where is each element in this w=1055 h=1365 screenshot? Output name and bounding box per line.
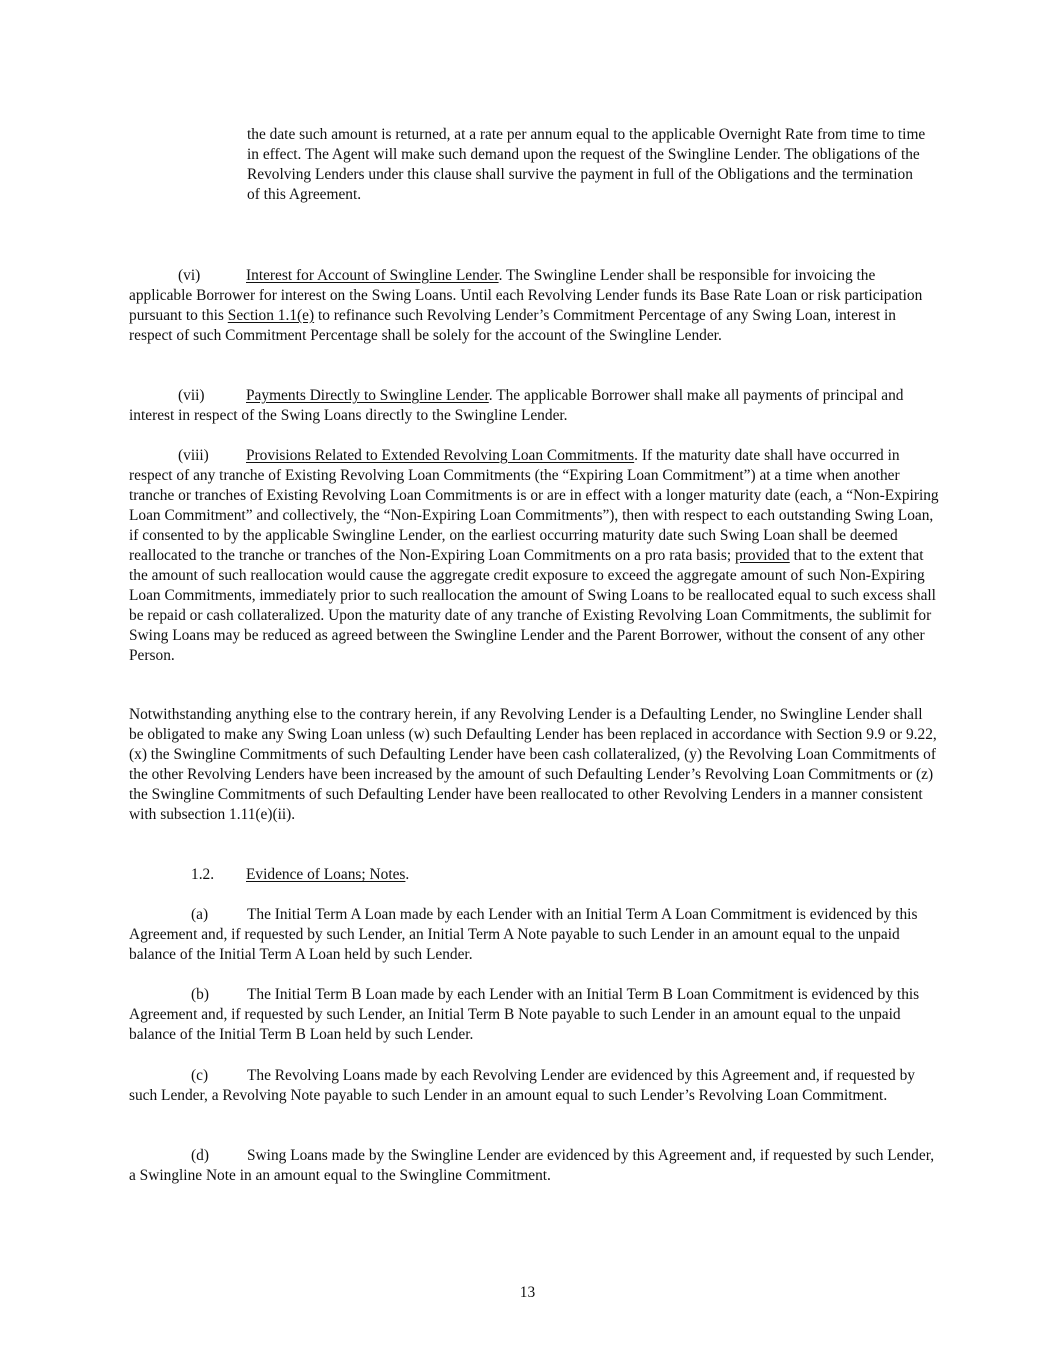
paragraph-vii xyxy=(129,386,939,426)
provided-term: provided xyxy=(735,547,790,564)
paragraph-b xyxy=(129,985,939,1045)
section-number: 1.2. xyxy=(191,866,215,883)
clause-heading: Provisions Related to Extended Revolving Loan Commitments xyxy=(246,447,635,464)
clause-number: (a) xyxy=(191,906,209,923)
clause-text: . If the maturity date shall have occurred in respect of any tranche of Existing Revolving Loan Commitments (the “Expiring Loan Commitment”) at a time when another tranche or tranches of Existing Revolving Loan Commitments is or are in effect with a longer maturity date (each, a “Non-Expiring Loan Commitment” and collectively, the “Non-Expiring Loan Commitments”), then with respect to each outstanding Swing Loan, if consented to by the applicable Swingline Lender, on the earliest occurring maturity date such Swing Loan shall be deemed reallocated to the tranche or tranches of the Non-Expiring Loan Commitments on a pro rata basis; xyxy=(129,447,939,564)
section-heading-1-2: 1.2. Evidence of Loans; Notes. xyxy=(191,866,410,883)
section-title: Evidence of Loans; Notes xyxy=(246,866,406,883)
clause-number: (c) xyxy=(191,1067,209,1084)
clause-heading: Payments Directly to Swingline Lender xyxy=(246,387,489,404)
clause-number: (d) xyxy=(191,1147,209,1164)
clause-text: Swing Loans made by the Swingline Lender are evidenced by this Agreement and, if requested by such Lender, a Swingline Note in an amount equal to the Swingline Commitment. xyxy=(129,1147,935,1184)
paragraph-a xyxy=(129,905,939,965)
clause-number: (viii) xyxy=(178,447,209,464)
clause-number: (b) xyxy=(191,986,209,1003)
page-number: 13 xyxy=(519,1284,536,1301)
clause-text: The Initial Term A Loan made by each Lender with an Initial Term A Loan Commitment is evidenced by this Agreement and, if requested by such Lender, an Initial Term A Note payable to such Lender in an amount equal to the unpaid balance of the Initial Term A Loan held by such Lender. xyxy=(129,906,918,963)
clause-text: The Revolving Loans made by each Revolving Lender are evidenced by this Agreement and, if requested by such Lender, a Revolving Note payable to such Lender in an amount equal to such Lender’s Revolving Loan Commitment. xyxy=(129,1067,915,1104)
clause-text: . The applicable Borrower shall make all payments of principal and interest in respect of the Swing Loans directly to the Swingline Lender. xyxy=(129,387,904,424)
paragraph-c xyxy=(129,1066,939,1106)
continuation-text: the date such amount is returned, at a rate per annum equal to the applicable Overnight Rate from time to time in effect. The Agent will make such demand upon the request of the Swingline Lender. The obligations of the Revolving Lenders under this clause shall survive the payment in full of the Obligations and the termination of this Agreement. xyxy=(247,126,926,203)
paragraph-notwithstanding xyxy=(129,705,939,825)
clause-text: to refinance such Revolving Lender’s Commitment Percentage of any Swing Loan, interest in respect of such Commitment Percentage shall be solely for the account of the Swingline Lender. xyxy=(129,307,896,344)
clause-heading: Interest for Account of Swingline Lender xyxy=(246,267,499,284)
paragraph-d xyxy=(129,1146,939,1186)
clause-text: that to the extent that the amount of such reallocation would cause the aggregate credit exposure to exceed the aggregate amount of such Non-Expiring Loan Commitments, immediately prior to such reallocation the amount of Swing Loans to be reallocated equal to such excess shall be repaid or cash collateralized. Upon the maturity date of any tranche of Existing Revolving Loan Commitments, the sublimit for Swing Loans may be reduced as agreed between the Swingline Lender and the Parent Borrower, without the consent of any other Person. xyxy=(129,547,936,664)
clause-text: . The Swingline Lender shall be responsible for invoicing the applicable Borrower for interest on the Swing Loans. Until each Revolving Lender funds its Base Rate Loan or risk participation pursuant to this xyxy=(129,267,923,324)
clause-number: (vi) xyxy=(178,267,201,284)
clause-text: The Initial Term B Loan made by each Lender with an Initial Term B Loan Commitment is evidenced by this Agreement and, if requested by such Lender, an Initial Term B Note payable to such Lender in an amount equal to the unpaid balance of the Initial Term B Loan held by such Lender. xyxy=(129,986,920,1043)
paragraph-viii xyxy=(129,446,939,666)
paragraph-vi xyxy=(129,266,939,346)
section-reference: Section 1.1(e) xyxy=(227,307,315,324)
continuation-paragraph xyxy=(247,125,927,205)
paragraph-text: Notwithstanding anything else to the contrary herein, if any Revolving Lender is a Defaulting Lender, no Swingline Lender shall be obligated to make any Swing Loan unless (w) such Defaulting Lender has been replaced in accordance with Section 9.9 or 9.22, (x) the Swingline Commitments of such Defaulting Lender have been cash collateralized, (y) the Revolving Loan Commitments of the other Revolving Lenders have been increased by the amount of such Defaulting Lender’s Revolving Loan Commitments or (z) the Swingline Commitments of such Defaulting Lender have been reallocated to other Revolving Lenders in a manner consistent with subsection 1.11(e)(ii). xyxy=(129,706,937,823)
clause-number: (vii) xyxy=(178,387,205,404)
